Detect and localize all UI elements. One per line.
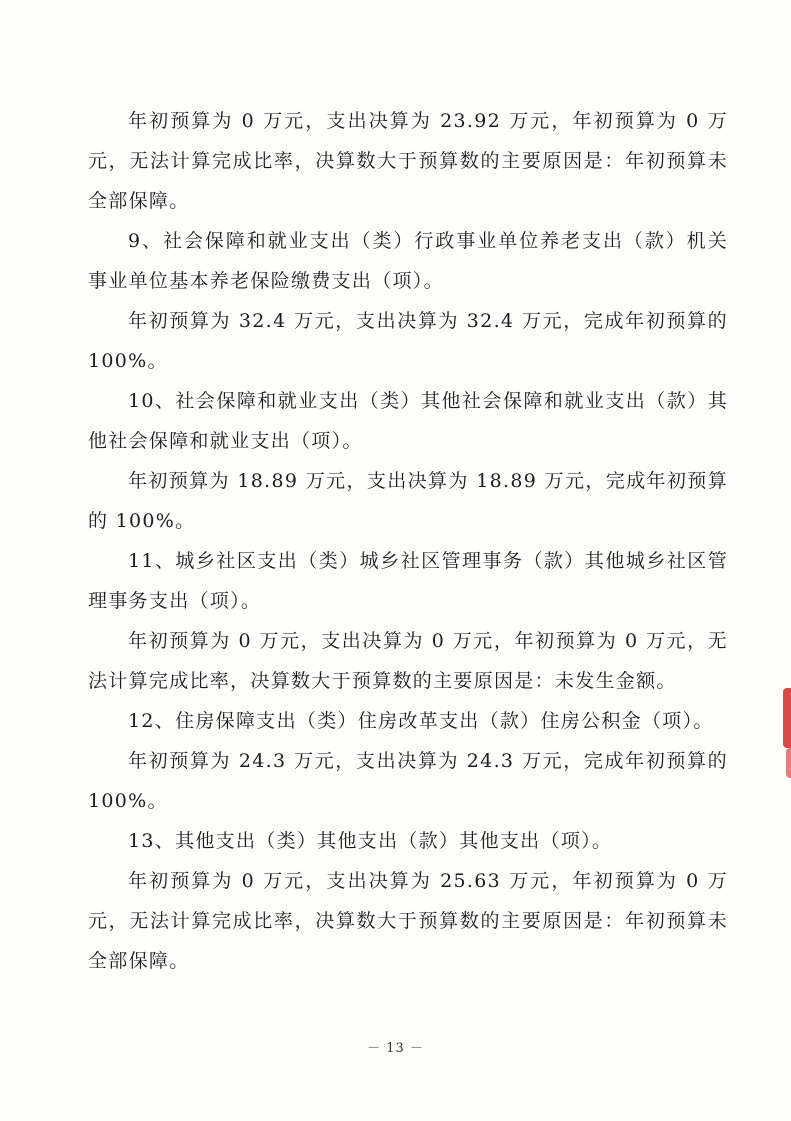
paragraph-9: 年初预算为 24.3 万元，支出决算为 24.3 万元，完成年初预算的 100%。 [88, 750, 728, 812]
paragraph-8: 12、住房保障支出（类）住房改革支出（款）住房公积金（项）。 [128, 710, 714, 732]
seal-edge-mark-lower [786, 748, 791, 778]
paragraph-11: 年初预算为 0 万元，支出决算为 25.63 万元，年初预算为 0 万元，无法计算完成比率，决算数大于预算数的主要原因是：年初预算未全部保障。 [88, 870, 728, 972]
document-body [88, 101, 728, 981]
paragraph-3: 年初预算为 32.4 万元，支出决算为 32.4 万元，完成年初预算的 100%。 [88, 310, 728, 372]
paragraph-4: 10、社会保障和就业支出（类）其他社会保障和就业支出（款）其他社会保障和就业支出（项）。 [88, 390, 728, 452]
paragraph-1: 年初预算为 0 万元，支出决算为 23.92 万元，年初预算为 0 万元，无法计算完成比率，决算数大于预算数的主要原因是：年初预算未全部保障。 [88, 110, 728, 212]
seal-edge-mark [783, 688, 791, 748]
paragraph-2: 9、社会保障和就业支出（类）行政事业单位养老支出（款）机关事业单位基本养老保险缴费支出（项）。 [88, 230, 728, 292]
paragraph-5: 年初预算为 18.89 万元，支出决算为 18.89 万元，完成年初预算的 100%。 [88, 470, 728, 532]
paragraph-6: 11、城乡社区支出（类）城乡社区管理事务（款）其他城乡社区管理事务支出（项）。 [88, 550, 728, 612]
paragraph-10: 13、其他支出（类）其他支出（款）其他支出（项）。 [128, 830, 613, 852]
page-number: － 13 － [367, 1041, 424, 1056]
paragraph-7: 年初预算为 0 万元，支出决算为 0 万元，年初预算为 0 万元，无法计算完成比率，决算数大于预算数的主要原因是：未发生金额。 [88, 630, 728, 692]
